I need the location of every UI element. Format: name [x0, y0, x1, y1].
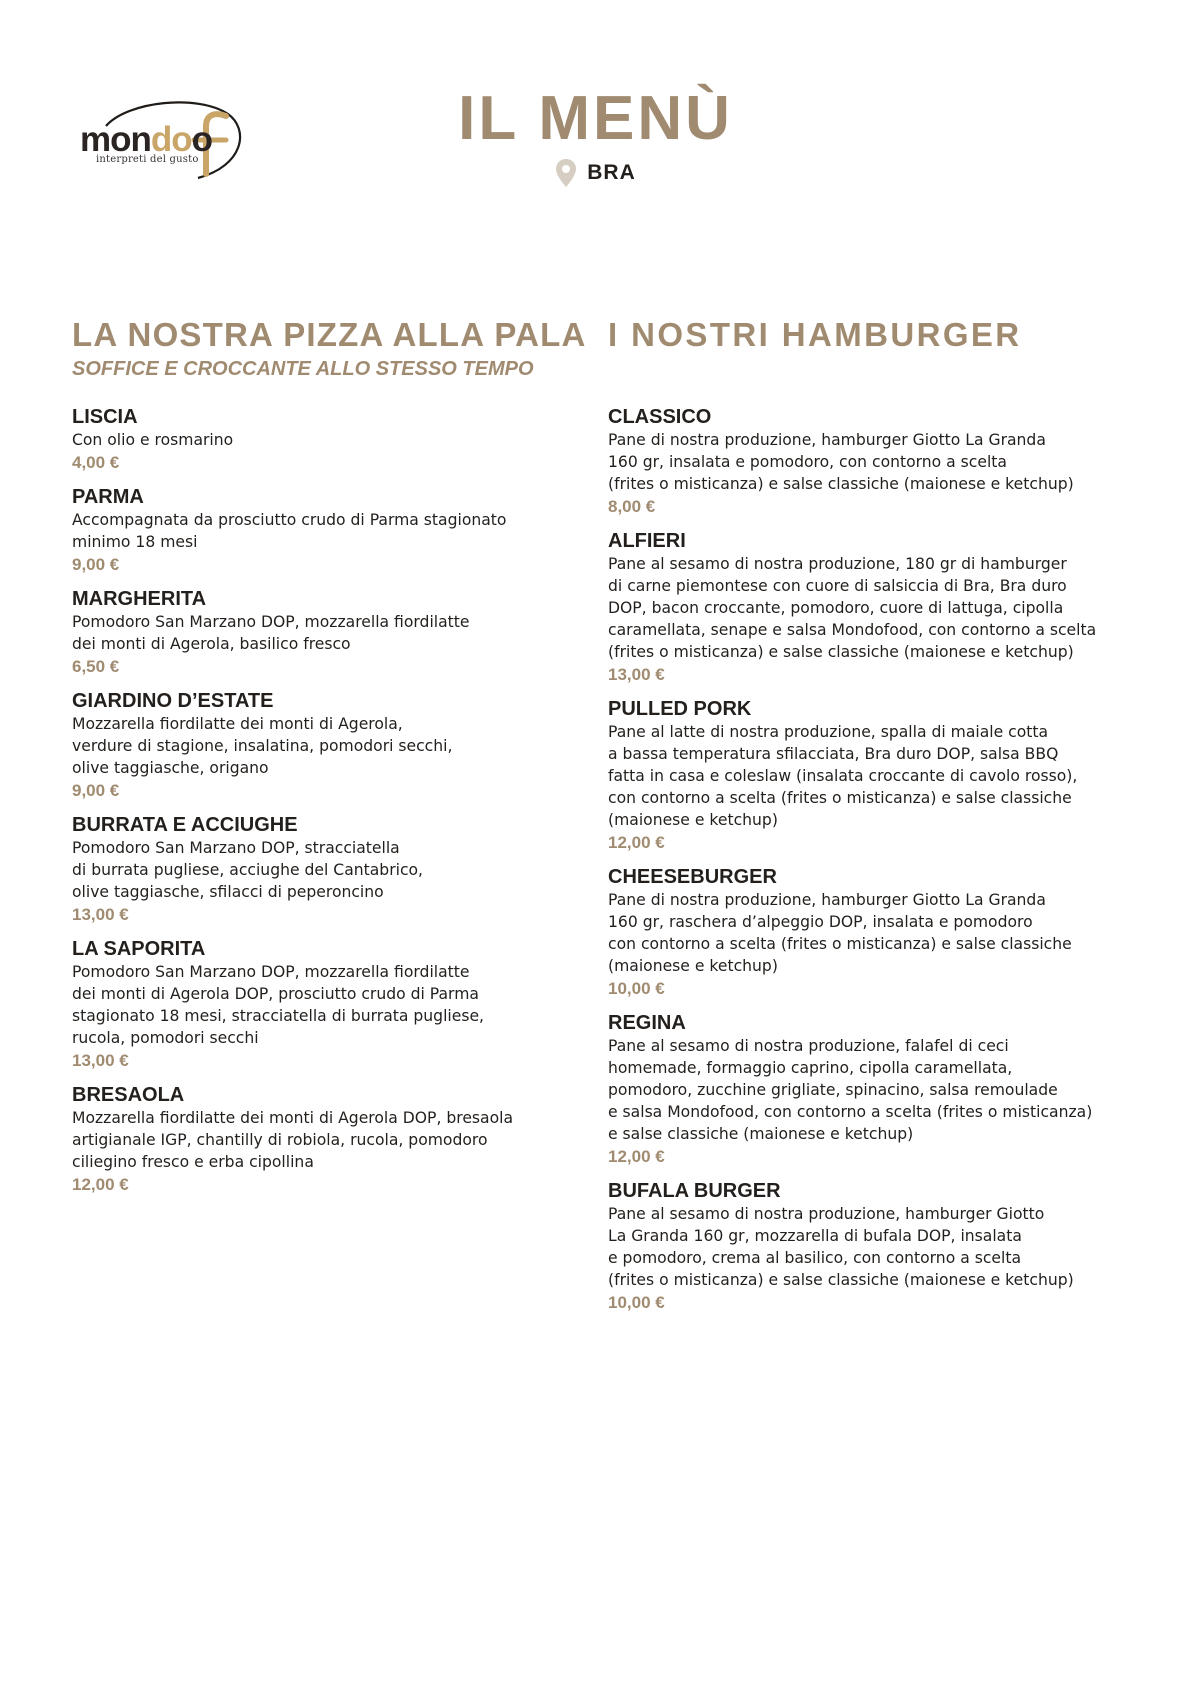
menu-item-description-line: olive taggiasche, origano [72, 759, 269, 777]
menu-item-price: 12,00 € [608, 1147, 665, 1166]
menu-item-name: CLASSICO [608, 406, 712, 428]
menu-item-description-line: con contorno a scelta (frites o misticanza) e salse classiche [608, 935, 1072, 953]
menu-item-price: 13,00 € [72, 905, 129, 924]
menu-item-description-line: artigianale IGP, chantilly di robiola, rucola, pomodoro [72, 1131, 488, 1149]
menu-item-description-line: di carne piemontese con cuore di salsiccia di Bra, Bra duro [608, 577, 1067, 595]
menu-item-name: BRESAOLA [72, 1084, 185, 1106]
menu-item [608, 865, 1148, 1001]
menu-item-description-line: fatta in casa e coleslaw (insalata croccante di cavolo rosso), [608, 767, 1078, 785]
menu-item-price: 10,00 € [608, 979, 665, 998]
menu-item-description-line: Pomodoro San Marzano DOP, mozzarella fiordilatte [72, 613, 470, 631]
menu-item-price: 6,50 € [72, 657, 120, 676]
menu-item-name: PULLED PORK [608, 698, 752, 720]
menu-item-description-line: ciliegino fresco e erba cipollina [72, 1153, 314, 1171]
menu-item-description-line: La Granda 160 gr, mozzarella di bufala DOP, insalata [608, 1227, 1022, 1245]
menu-item-description-line: a bassa temperatura sfilacciata, Bra duro DOP, salsa BBQ [608, 745, 1059, 763]
menu-item-description-line: Con olio e rosmarino [72, 431, 234, 449]
menu-item-price: 8,00 € [608, 497, 656, 516]
menu-item-description-line: Pane al sesamo di nostra produzione, hamburger Giotto [608, 1205, 1045, 1223]
menu-item-description-line: 160 gr, insalata e pomodoro, con contorno a scelta [608, 453, 1007, 471]
menu-item-description-line: pomodoro, zucchine grigliate, spinacino, salsa remoulade [608, 1081, 1058, 1099]
menu-item-description [608, 553, 1148, 663]
menu-item-description [72, 509, 572, 553]
menu-item-description-line: Mozzarella fiordilatte dei monti di Agerola DOP, bresaola [72, 1109, 514, 1127]
menu-item-description-line: con contorno a scelta (frites o misticanza) e salse classiche [608, 789, 1072, 807]
menu-item-description-line: Pane al sesamo di nostra produzione, falafel di ceci [608, 1037, 1009, 1055]
menu-item-name: BURRATA E ACCIUGHE [72, 814, 298, 836]
menu-item-description-line: homemade, formaggio caprino, cipolla caramellata, [608, 1059, 1013, 1077]
map-pin-icon [555, 158, 577, 188]
logo-wordmark: mondoo [80, 120, 213, 159]
menu-item-description-line: rucola, pomodori secchi [72, 1029, 259, 1047]
logo-tagline: interpreti del gusto [96, 154, 199, 165]
menu-item-description-line: Pomodoro San Marzano DOP, mozzarella fiordilatte [72, 963, 470, 981]
menu-item-price: 12,00 € [608, 833, 665, 852]
pizza-list [72, 405, 572, 1197]
menu-item-description-line: Accompagnata da prosciutto crudo di Parma stagionato [72, 511, 507, 529]
menu-item-name: LA SAPORITA [72, 938, 206, 960]
menu-item [72, 689, 572, 803]
menu-item-description [72, 429, 572, 451]
menu-item-description-line: Pane di nostra produzione, hamburger Giotto La Granda [608, 891, 1046, 909]
menu-item-description [72, 1107, 572, 1173]
menu-item-description [608, 429, 1148, 495]
menu-item-description-line: Pane di nostra produzione, hamburger Giotto La Granda [608, 431, 1046, 449]
menu-item-price: 10,00 € [608, 1293, 665, 1312]
menu-item [608, 1179, 1148, 1315]
menu-item [72, 405, 572, 475]
menu-item-description-line: (frites o misticanza) e salse classiche (maionese e ketchup) [608, 475, 1074, 493]
menu-item-price: 12,00 € [72, 1175, 129, 1194]
burger-list [608, 405, 1148, 1315]
menu-item-description-line: minimo 18 mesi [72, 533, 198, 551]
menu-item-description-line: (frites o misticanza) e salse classiche (maionese e ketchup) [608, 643, 1074, 661]
menu-item-description [608, 1035, 1148, 1145]
menu-item-description-line: dei monti di Agerola DOP, prosciutto crudo di Parma [72, 985, 479, 1003]
menu-item-description [72, 611, 572, 655]
pizza-section-title: LA NOSTRA PIZZA ALLA PALA [72, 316, 587, 353]
menu-item-description-line: e salsa Mondofood, con contorno a scelta (frites o misticanza) [608, 1103, 1093, 1121]
menu-item [608, 529, 1148, 687]
menu-item-name: LISCIA [72, 406, 138, 428]
menu-item-name: GIARDINO D’ESTATE [72, 690, 274, 712]
menu-item-description-line: (maionese e ketchup) [608, 811, 778, 829]
menu-item-price: 13,00 € [72, 1051, 129, 1070]
location-city: BRA [587, 161, 636, 184]
page-title: IL MENÙ [458, 84, 733, 153]
menu-item [72, 1083, 572, 1197]
menu-item-description [72, 837, 572, 903]
menu-item-description-line: (maionese e ketchup) [608, 957, 778, 975]
menu-item-description-line: stagionato 18 mesi, stracciatella di burrata pugliese, [72, 1007, 485, 1025]
menu-item-description [72, 713, 572, 779]
menu-item-description-line: olive taggiasche, sfilacci di peperoncino [72, 883, 384, 901]
menu-item-name: BUFALA BURGER [608, 1180, 781, 1202]
menu-item-name: REGINA [608, 1012, 686, 1034]
menu-item-description [608, 889, 1148, 977]
menu-item-description [72, 961, 572, 1049]
menu-item-price: 4,00 € [72, 453, 120, 472]
menu-item-description-line: dei monti di Agerola, basilico fresco [72, 635, 351, 653]
menu-item [72, 587, 572, 679]
menu-item-description-line: Pane al latte di nostra produzione, spalla di maiale cotta [608, 723, 1049, 741]
menu-item-price: 13,00 € [608, 665, 665, 684]
menu-item-description-line: (frites o misticanza) e salse classiche (maionese e ketchup) [608, 1271, 1074, 1289]
menu-item-price: 9,00 € [72, 555, 120, 574]
menu-item-name: CHEESEBURGER [608, 866, 777, 888]
burger-section [608, 318, 1148, 1325]
pizza-section [72, 316, 587, 1207]
menu-item-name: PARMA [72, 486, 144, 508]
menu-item-description [608, 721, 1148, 831]
location-label [0, 158, 1191, 188]
menu-item [72, 485, 572, 577]
menu-item-description-line: e pomodoro, crema al basilico, con contorno a scelta [608, 1249, 1021, 1267]
menu-item [608, 1011, 1148, 1169]
menu-item-description-line: e salse classiche (maionese e ketchup) [608, 1125, 914, 1143]
menu-item-description-line: verdure di stagione, insalatina, pomodori secchi, [72, 737, 453, 755]
menu-item-description [608, 1203, 1148, 1291]
menu-item-name: ALFIERI [608, 530, 686, 552]
pizza-section-subtitle: SOFFICE E CROCCANTE ALLO STESSO TEMPO [72, 358, 534, 380]
menu-item [72, 813, 572, 927]
menu-item-description-line: Pane al sesamo di nostra produzione, 180 gr di hamburger [608, 555, 1067, 573]
menu-item-description-line: Pomodoro San Marzano DOP, stracciatella [72, 839, 400, 857]
menu-item [72, 937, 572, 1073]
menu-item-name: MARGHERITA [72, 588, 207, 610]
menu-item-description-line: di burrata pugliese, acciughe del Cantabrico, [72, 861, 424, 879]
menu-item-description-line: 160 gr, raschera d’alpeggio DOP, insalata e pomodoro [608, 913, 1033, 931]
menu-item-description-line: Mozzarella fiordilatte dei monti di Agerola, [72, 715, 403, 733]
menu-item-description-line: caramellata, senape e salsa Mondofood, con contorno a scelta [608, 621, 1097, 639]
menu-item [608, 697, 1148, 855]
menu-item-description-line: DOP, bacon croccante, pomodoro, cuore di lattuga, cipolla [608, 599, 1064, 617]
menu-item-price: 9,00 € [72, 781, 120, 800]
menu-item [608, 405, 1148, 519]
burger-section-title: I NOSTRI HAMBURGER [608, 316, 1022, 353]
